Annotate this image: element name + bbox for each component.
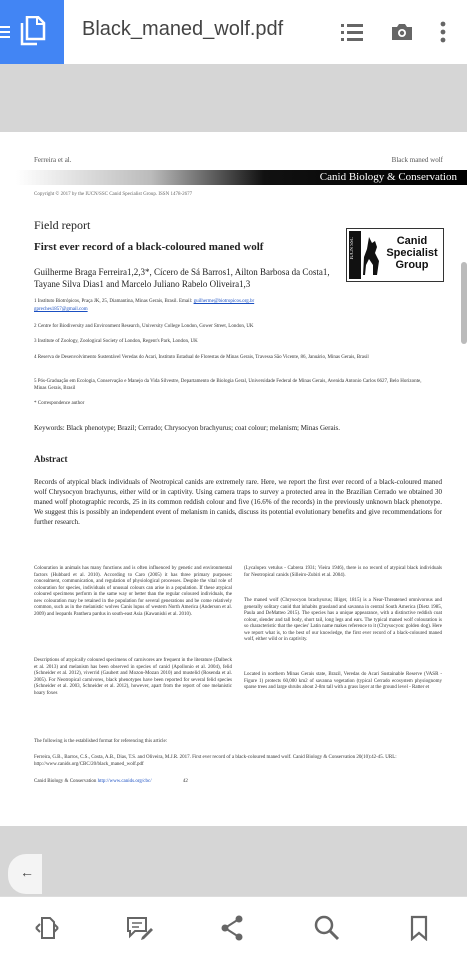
email-link-2[interactable]: gpreches1857@gmail.com bbox=[34, 307, 88, 312]
pdf-page[interactable] bbox=[0, 132, 467, 826]
more-vert-icon[interactable] bbox=[436, 20, 450, 44]
affiliation-4: 4 Reserva de Desenvolvimento Sustentável Veredas do Acari, Instituto Estadual de Florestas de Minas Gerais, Travessa São Vicente, 86, Januário, Minas Gerais, Brasil bbox=[34, 355, 369, 360]
running-header-left: Ferreira et al. bbox=[34, 156, 72, 164]
menu-icon bbox=[0, 24, 12, 40]
scrollbar-thumb[interactable] bbox=[461, 262, 467, 344]
logo-line-1: Canid bbox=[396, 235, 428, 247]
page-number: 42 bbox=[182, 779, 188, 784]
pages-icon bbox=[18, 16, 46, 46]
bookmark-icon[interactable] bbox=[410, 915, 428, 941]
page-footer bbox=[34, 778, 434, 785]
body-left-para-2: Descriptions of atypically coloured specimens of carnivores are frequent in the literature (Dalbeck et al. 2013) and melanism has been observed in species of canid (Apollonio et al. 2004), felid (Schneider et al. 2012), viverrid (Gaubert and Mozon-Mozan 2010) and mustelid (Rosenda et al. 2005). For Neotropical carnivores, black phenotypes have been reported for several felid species (Schneider et al. 2003, Schneider et al. 2012), however, apart from the report of one melanistic hoary foxes bbox=[34, 658, 232, 696]
camera-icon[interactable] bbox=[390, 20, 414, 44]
bottom-toolbar bbox=[0, 896, 467, 961]
affiliation-1: 1 Instituto Biotrópicos, Praça JK, 25, Diamantina, Minas Gerais, Brasil. Email: guilherme@biotropicos.org.br bbox=[34, 299, 255, 304]
share-icon[interactable] bbox=[220, 915, 244, 941]
body-left-para-1: Colouration in animals has many functions and is often influenced by genetic and environmental factors (Hubbard et al. 2010). According to Caro (2005) it has three primary purposes: concealment, communication, and regulation of physiological processes. Despite the vital role of colouration for species, individuals of unusual colours can arise in a population. If these atypical coloured specimens perform in the same way or better than the regular coloured individuals, the new colouration may be retained in the population for several generations and be come relatively common, such as in the melanistic wolves Canis lupus of western North America (Anderson et al. 2009) and leopards Panthera pardus in south-east Asia (Kawanishi et al. 2010). bbox=[34, 566, 232, 617]
section-label: Field report bbox=[34, 218, 91, 232]
email-link[interactable]: guilherme@biotropicos.org.br bbox=[193, 299, 255, 304]
journal-name: Canid Biology & Conservation bbox=[319, 171, 457, 183]
abstract-heading: Abstract bbox=[34, 454, 68, 464]
journal-banner bbox=[16, 170, 467, 185]
correspondence-note: * Correspondence author bbox=[34, 401, 85, 406]
wolf-silhouette-icon bbox=[363, 235, 385, 277]
rotate-page-icon[interactable] bbox=[34, 915, 60, 941]
page-gap bbox=[0, 64, 467, 132]
citation-intro: The following is the established format for referencing this article: bbox=[34, 739, 168, 744]
abstract-text: Records of atypical black individuals of Neotropical canids are extremely rare. Here, we report the first ever record of a black-coloured maned wolf Chrysocyon brachyurus, either wild or in captivity. Using camera traps to survey a protected area in the Brazilian Cerrado we obtained 30 maned wolf photographic records, 25 in its common reddish colour and five (16.6% of the records) in the previously unknown black phenotype. We suggest this is possibly an independent event of melanism in canids, discuss its potential evolutionary benefits and give recommendations for further research. bbox=[34, 478, 442, 526]
logo-vertical-text: IUCN SSC bbox=[350, 237, 355, 260]
keywords: Keywords: Black phenotype; Brazil; Cerrado; Chrysocyon brachyurus; coat colour; melanism; Minas Gerais. bbox=[34, 424, 340, 432]
list-icon[interactable] bbox=[340, 20, 364, 44]
footer-link[interactable]: http://www.canids.org/cbc/ bbox=[97, 779, 152, 784]
back-button[interactable] bbox=[8, 854, 42, 894]
affiliation-3: 3 Institute of Zoology, Zoological Society of London, Regent's Park, London, UK bbox=[34, 339, 198, 344]
search-icon[interactable] bbox=[314, 915, 340, 941]
body-right-para-2: The maned wolf (Chrysocyon brachyurus; Illiger, 1815) is a Near-Threatened omnivorous and generally solitary canid that inhabits grassland and savanna in central South America (Dietz 1985, Paula and DeMatteo 2015). The species has a unique appearance, with a distinctive reddish coat colour, slender and tall body, short tail, long legs and ears. The typical maned wolf colouration is so characteristic that the species' Latin name makes reference to it (Chrysocyon: golden dog). Here we report what is, to the best of our knowledge, the first ever record of a black-coloured maned wolf, either wild or in captivity. bbox=[244, 598, 442, 642]
comment-icon[interactable] bbox=[126, 915, 154, 941]
copyright-line: Copyright © 2017 by the IUCN/SSC Canid Specialist Group. ISSN 1478-2677 bbox=[34, 192, 193, 197]
affiliation-email bbox=[34, 306, 434, 313]
body-right-para-3: Located in northern Minas Gerais state, Brazil, Veredas do Acari Sustainable Reserve (VASR - Figure 1) protects 60,000 km2 of savanna vegetation (typical Cerrado ecosystem physiognomy sparse trees and large shrubs about 2-8m tall with a grass layer at the ground level - Ratter et bbox=[244, 672, 442, 690]
body-right-para-1: (Lycalopex vetulus - Cabrera 1931; Vieira 1946), there is no record of atypical black individuals for Neotropical canids (Silleiro-Zubiri et al. 2004). bbox=[244, 566, 442, 578]
csg-logo bbox=[346, 228, 444, 282]
top-app-bar bbox=[0, 0, 467, 64]
author-list: Guilherme Braga Ferreira1,2,3*, Cícero de Sá Barros1, Ailton Barbosa da Costa1, Tayane Silva Dias1 and Marcelo Juliano Rabelo Oliveira1,3 bbox=[34, 267, 330, 289]
pages-nav-button[interactable] bbox=[0, 0, 64, 64]
back-icon: ← bbox=[20, 864, 34, 880]
affiliation-5: 5 Pós-Graduação em Ecologia, Conservação e Manejo da Vida Silvestre, Departamento de Biologia Geral, Universidade Federal de Minas Gerais, Avenida Antonio Carlos 6627, Belo Horizonte, Minas Gerais, Brasil bbox=[34, 379, 422, 391]
running-header-right: Black maned wolf bbox=[391, 156, 443, 164]
article-title: First ever record of a black-coloured maned wolf bbox=[34, 241, 264, 253]
page-gap-bottom bbox=[0, 826, 467, 896]
footer-journal: Canid Biology & Conservation bbox=[34, 779, 97, 784]
logo-line-3: Group bbox=[395, 259, 429, 271]
citation-text: Ferreira, G.B., Barros, C.S., Costa, A.B., Dias, T.S. and Oliveira, M.J.R. 2017. First ever record of a black-coloured maned wolf. Canid Biology & Conservation 20(10):42-45. URL: http://www.canids.org/CBC/20/black_maned_wolf.pdf bbox=[34, 755, 397, 767]
document-title: Black_maned_wolf.pdf bbox=[82, 18, 284, 40]
logo-line-2: Specialist bbox=[386, 247, 438, 259]
affiliation-2: 2 Centre for Biodiversity and Environment Research, University College London, Gower Street, London, UK bbox=[34, 324, 254, 329]
